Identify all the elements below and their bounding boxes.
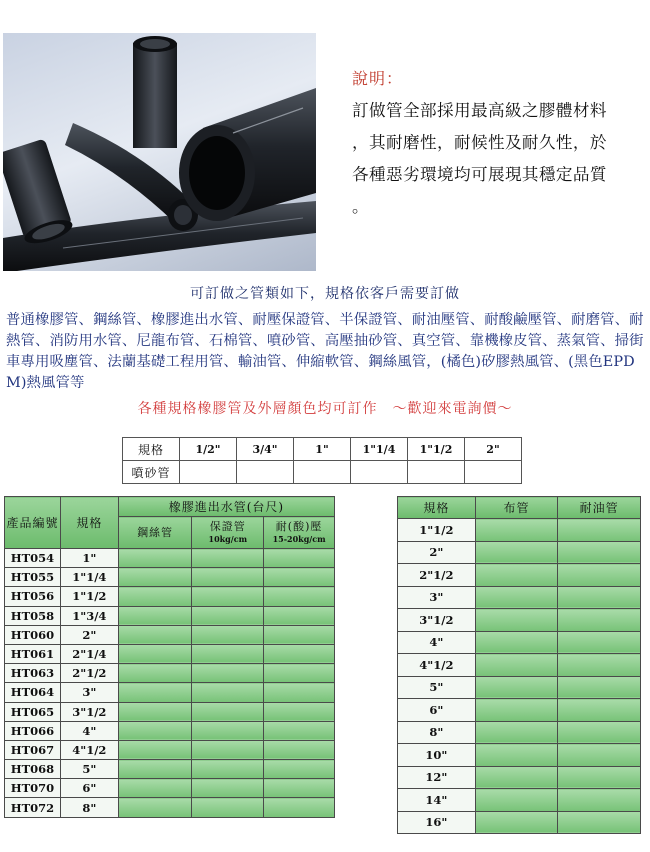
table-cell [465, 461, 522, 484]
table-row [5, 644, 335, 663]
table-cell [192, 549, 264, 568]
table-cell [264, 549, 335, 568]
table-cell [475, 699, 558, 722]
table-cell [118, 683, 192, 702]
guarantee-unit: 10kg/cm [208, 533, 248, 544]
description-line: 各種惡劣環境均可展現其穩定品質 [352, 165, 607, 184]
row-label: 噴砂管 [123, 461, 180, 484]
table-cell [192, 683, 264, 702]
table-cell [192, 779, 264, 798]
table-cell [264, 683, 335, 702]
hose-photo [3, 33, 316, 271]
table-cell [264, 760, 335, 779]
cloth-oil-table-body [398, 519, 641, 834]
table-cell [558, 564, 641, 587]
table-cell [475, 676, 558, 699]
size-cell: 16" [398, 811, 476, 834]
table-cell [408, 461, 465, 484]
table-row [398, 744, 641, 767]
table-cell [118, 568, 192, 587]
table-row [398, 676, 641, 699]
table-cell [118, 549, 192, 568]
table-cell [475, 789, 558, 812]
description-line: 。 [352, 197, 369, 216]
table-row [5, 549, 335, 568]
table-cell [558, 789, 641, 812]
description-body [352, 95, 650, 223]
size-cell: 10" [398, 744, 476, 767]
size-cell: 2" [465, 438, 522, 461]
oil-hose-header: 耐油管 [558, 497, 641, 519]
hose-illustration [3, 33, 316, 271]
size-cell: 1"1/2 [60, 587, 118, 606]
description-line: ，其耐磨性，耐候性及耐久性，於 [352, 133, 607, 152]
table-cell [264, 625, 335, 644]
table-row [5, 798, 335, 817]
table-cell [351, 461, 408, 484]
table-cell [118, 760, 192, 779]
table-row [398, 541, 641, 564]
spec-header: 規格 [60, 497, 118, 549]
table-row [5, 606, 335, 625]
table-cell [264, 798, 335, 817]
product-code-cell: HT063 [5, 664, 61, 683]
table-cell [558, 609, 641, 632]
table-cell [558, 766, 641, 789]
intro-heading: 可訂做之管類如下，規格依客戶需要訂做 [190, 286, 460, 302]
table-row [398, 564, 641, 587]
table-row [398, 586, 641, 609]
product-code-cell: HT067 [5, 740, 61, 759]
table-cell [264, 779, 335, 798]
table-row [5, 721, 335, 740]
size-cell: 3"1/2 [60, 702, 118, 721]
table-row [5, 683, 335, 702]
table-row [398, 609, 641, 632]
table-row [398, 811, 641, 834]
size-cell: 2" [60, 625, 118, 644]
product-code-cell: HT058 [5, 606, 61, 625]
group-header: 橡膠進出水管(台尺) [118, 497, 334, 517]
table-cell [558, 519, 641, 542]
table-row [398, 654, 641, 677]
table-cell [118, 740, 192, 759]
table-cell [558, 654, 641, 677]
table-cell [192, 702, 264, 721]
table-row [5, 568, 335, 587]
water-hose-table [4, 496, 335, 818]
table-cell [475, 609, 558, 632]
product-code-cell: HT070 [5, 779, 61, 798]
size-cell: 2"1/2 [60, 664, 118, 683]
size-cell: 12" [398, 766, 476, 789]
size-cell: 1"3/4 [60, 606, 118, 625]
table-cell [192, 798, 264, 817]
custom-order-note: 各種規格橡膠管及外層顏色均可訂作 ～歡迎來電詢價～ [137, 401, 513, 417]
size-cell: 4" [398, 631, 476, 654]
table-cell [192, 606, 264, 625]
table-row [398, 631, 641, 654]
size-cell: 4"1/2 [398, 654, 476, 677]
size-cell: 1" [294, 438, 351, 461]
table-cell [264, 587, 335, 606]
table-cell [558, 744, 641, 767]
size-cell: 6" [60, 779, 118, 798]
table-cell [558, 676, 641, 699]
size-cell: 6" [398, 699, 476, 722]
product-code-cell: HT061 [5, 644, 61, 663]
table-cell [558, 631, 641, 654]
table-cell [264, 568, 335, 587]
table-row [5, 740, 335, 759]
spec-header: 規格 [398, 497, 476, 519]
table-cell [475, 541, 558, 564]
table-cell [475, 744, 558, 767]
size-cell: 1/2" [180, 438, 237, 461]
table-cell [558, 811, 641, 834]
table-cell [118, 702, 192, 721]
table-cell [118, 644, 192, 663]
table-cell [192, 721, 264, 740]
description-title: 說明： [352, 69, 404, 88]
size-cell: 3/4" [237, 438, 294, 461]
table-row [5, 625, 335, 644]
spec-label: 規格 [123, 438, 180, 461]
table-cell [118, 721, 192, 740]
size-cell: 8" [398, 721, 476, 744]
product-code-cell: HT056 [5, 587, 61, 606]
table-cell [237, 461, 294, 484]
table-cell [475, 811, 558, 834]
water-hose-table-body [5, 549, 335, 818]
cloth-oil-hose-table [397, 496, 641, 834]
table-row [123, 438, 522, 461]
table-cell [264, 664, 335, 683]
product-code-cell: HT068 [5, 760, 61, 779]
table-cell [118, 625, 192, 644]
table-row [5, 702, 335, 721]
product-code-cell: HT065 [5, 702, 61, 721]
table-row [398, 519, 641, 542]
table-cell [118, 606, 192, 625]
pressure-label: 耐(酸)壓 [275, 519, 323, 533]
steel-wire-header: 鋼絲管 [118, 517, 192, 549]
product-code-cell: HT054 [5, 549, 61, 568]
table-row [5, 587, 335, 606]
table-cell [558, 586, 641, 609]
table-header-row [398, 497, 641, 519]
table-cell [118, 664, 192, 683]
table-row [5, 760, 335, 779]
product-code-cell: HT060 [5, 625, 61, 644]
table-cell [558, 721, 641, 744]
guarantee-header [192, 517, 264, 549]
size-cell: 1"1/4 [351, 438, 408, 461]
table-cell [192, 740, 264, 759]
table-cell [264, 721, 335, 740]
product-code-cell: HT066 [5, 721, 61, 740]
table-cell [558, 699, 641, 722]
size-cell: 5" [60, 760, 118, 779]
table-row [398, 789, 641, 812]
table-cell [118, 587, 192, 606]
table-cell [192, 664, 264, 683]
table-cell [118, 798, 192, 817]
product-code-cell: HT055 [5, 568, 61, 587]
table-cell [475, 564, 558, 587]
size-cell: 3" [60, 683, 118, 702]
pressure-unit: 15-20kg/cm [272, 533, 326, 544]
pressure-header [264, 517, 335, 549]
table-cell [192, 625, 264, 644]
guarantee-label: 保證管 [209, 519, 246, 533]
size-cell: 3"1/2 [398, 609, 476, 632]
table-cell [475, 519, 558, 542]
size-cell: 8" [60, 798, 118, 817]
size-cell: 14" [398, 789, 476, 812]
size-cell: 4"1/2 [60, 740, 118, 759]
table-cell [192, 587, 264, 606]
table-cell [294, 461, 351, 484]
size-cell: 1"1/2 [398, 519, 476, 542]
size-cell: 2" [398, 541, 476, 564]
table-cell [118, 779, 192, 798]
table-row [123, 461, 522, 484]
table-cell [475, 766, 558, 789]
description-line: 訂做管全部採用最高級之膠體材料 [352, 101, 607, 120]
hose-types-list: 普通橡膠管、鋼絲管、橡膠進出水管、耐壓保證管、半保證管、耐油壓管、耐酸鹼壓管、耐磨管、耐熱管、消防用水管、尼龍布管、石棉管、噴砂管、高壓抽砂管、真空管、靠機橡皮管、蒸氣管、掃街車專用吸塵管、法蘭基礎工程用管、輸油管、伸縮軟管、鋼絲風管，(橘色)矽膠熱風管、(黑色EPDM)熱風管等 [6, 312, 644, 391]
table-cell [192, 760, 264, 779]
product-code-cell: HT072 [5, 798, 61, 817]
size-cell: 3" [398, 586, 476, 609]
table-cell [558, 541, 641, 564]
size-cell: 1"1/4 [60, 568, 118, 587]
table-header-row [5, 497, 335, 517]
table-cell [475, 586, 558, 609]
sandblast-table [122, 437, 522, 484]
product-code-cell: HT064 [5, 683, 61, 702]
table-row [398, 699, 641, 722]
size-cell: 1" [60, 549, 118, 568]
table-row [398, 721, 641, 744]
table-cell [180, 461, 237, 484]
size-cell: 1"1/2 [408, 438, 465, 461]
table-cell [475, 654, 558, 677]
table-cell [264, 702, 335, 721]
cloth-hose-header: 布管 [475, 497, 558, 519]
product-code-header: 產品編號 [5, 497, 61, 549]
table-cell [475, 631, 558, 654]
size-cell: 2"1/2 [398, 564, 476, 587]
size-cell: 4" [60, 721, 118, 740]
table-cell [475, 721, 558, 744]
table-row [5, 664, 335, 683]
table-cell [264, 740, 335, 759]
description-block [352, 66, 650, 223]
table-cell [192, 644, 264, 663]
table-row [398, 766, 641, 789]
size-cell: 2"1/4 [60, 644, 118, 663]
table-cell [192, 568, 264, 587]
table-cell [264, 606, 335, 625]
table-cell [264, 644, 335, 663]
table-row [5, 779, 335, 798]
size-cell: 5" [398, 676, 476, 699]
